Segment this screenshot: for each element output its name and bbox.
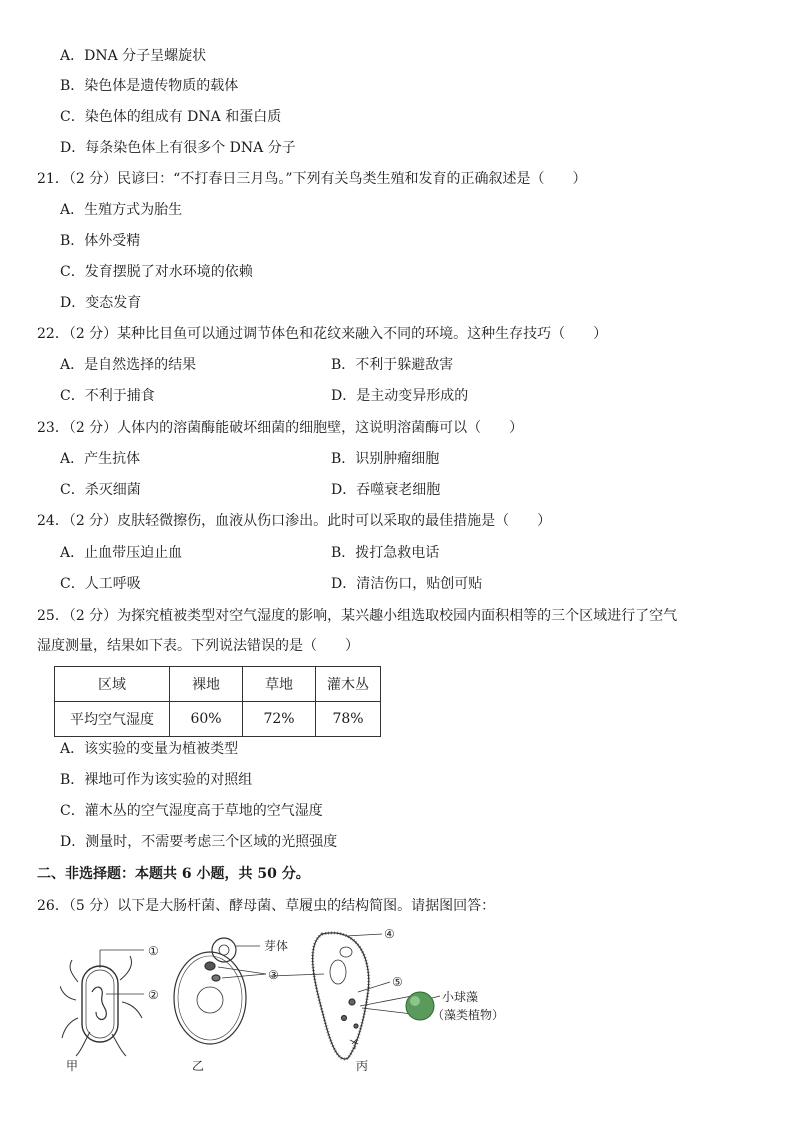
q23-option-c: C．杀灭细菌 <box>60 482 141 498</box>
label-1: ① <box>148 944 159 958</box>
q21-option-a: A．生殖方式为胎生 <box>60 202 183 218</box>
yeast-drawing <box>174 938 266 1044</box>
table-cell: 草地 <box>243 667 316 702</box>
q26-stem: 26．（5 分）以下是大肠杆菌、酵母菌、草履虫的结构简图。请据图回答： <box>37 898 496 914</box>
q20-option-b: B．染色体是遗传物质的载体 <box>60 78 239 94</box>
q23-option-d: D．吞噬衰老细胞 <box>331 482 441 498</box>
q23-option-b: B．识别肿瘤细胞 <box>331 451 440 467</box>
label-2: ② <box>148 988 159 1002</box>
q24-stem: 24．（2 分）皮肤轻微擦伤，血液从伤口渗出。此时可以采取的最佳措施是（ ） <box>37 513 552 529</box>
label-4: ④ <box>384 927 395 941</box>
table-cell: 78% <box>316 702 381 737</box>
caption-b: 乙 <box>192 1059 205 1072</box>
humidity-table <box>54 666 381 737</box>
label-3: ③ <box>268 968 279 982</box>
figure-svg <box>60 922 520 1072</box>
q24-option-d: D．清洁伤口，贴创可贴 <box>331 576 483 592</box>
label-5: ⑤ <box>392 975 403 989</box>
q25-option-b: B．裸地可作为该实验的对照组 <box>60 772 253 788</box>
q21-option-d: D．变态发育 <box>60 295 142 311</box>
table-cell: 区域 <box>55 667 170 702</box>
label-alga-note: （藻类植物） <box>432 1008 505 1022</box>
q24-option-c: C．人工呼吸 <box>60 576 141 592</box>
q20-option-a: A．DNA 分子呈螺旋状 <box>60 48 207 64</box>
table-cell: 裸地 <box>170 667 243 702</box>
q20-option-c: C．染色体的组成有 DNA 和蛋白质 <box>60 109 282 125</box>
label-bud: 芽体 <box>264 939 289 953</box>
alga-highlight <box>410 996 420 1006</box>
q22-option-b: B．不利于躲避敌害 <box>331 357 454 373</box>
q21-option-c: C．发育摆脱了对水环境的依赖 <box>60 264 253 280</box>
q25-option-d: D．测量时，不需要考虑三个区域的光照强度 <box>60 834 338 850</box>
q25-option-c: C．灌木丛的空气湿度高于草地的空气湿度 <box>60 803 323 819</box>
q22-stem: 22．（2 分）某种比目鱼可以通过调节体色和花纹来融入不同的环境。这种生存技巧（ ） <box>37 326 608 342</box>
label-alga: 小球藻 <box>442 990 479 1004</box>
table-cell: 72% <box>243 702 316 737</box>
q25-stem-line1: 25．（2 分）为探究植被类型对空气湿度的影响，某兴趣小组选取校园内面积相等的三个区域进行了空气 <box>37 608 678 624</box>
microorganism-figure <box>60 922 520 1072</box>
table-cell: 平均空气湿度 <box>55 702 170 737</box>
bacterium-drawing <box>60 950 144 1056</box>
table-header-row <box>55 667 381 702</box>
q21-option-b: B．体外受精 <box>60 233 141 249</box>
q25-stem-line2: 湿度测量，结果如下表。下列说法错误的是（ ） <box>37 638 359 654</box>
section-heading: 二、非选择题：本题共 6 小题，共 50 分。 <box>37 866 310 882</box>
table-cell: 60% <box>170 702 243 737</box>
q22-option-a: A．是自然选择的结果 <box>60 357 197 373</box>
caption-c: 丙 <box>356 1059 369 1072</box>
q25-option-a: A．该实验的变量为植被类型 <box>60 741 239 757</box>
q22-option-c: C．不利于捕食 <box>60 388 155 404</box>
q23-stem: 23．（2 分）人体内的溶菌酶能破坏细菌的细胞壁，这说明溶菌酶可以（ ） <box>37 420 524 436</box>
alga-icon <box>406 992 434 1020</box>
q24-option-b: B．拨打急救电话 <box>331 545 440 561</box>
q24-option-a: A．止血带压迫止血 <box>60 545 183 561</box>
q22-option-d: D．是主动变异形成的 <box>331 388 469 404</box>
caption-a: 甲 <box>66 1059 79 1072</box>
table-row <box>55 702 381 737</box>
table-cell: 灌木丛 <box>316 667 381 702</box>
q20-option-d: D．每条染色体上有很多个 DNA 分子 <box>60 140 296 156</box>
q23-option-a: A．产生抗体 <box>60 451 141 467</box>
q21-stem: 21．（2 分）民谚曰：“不打春日三月鸟。”下列有关鸟类生殖和发育的正确叙述是（ ） <box>37 171 587 187</box>
